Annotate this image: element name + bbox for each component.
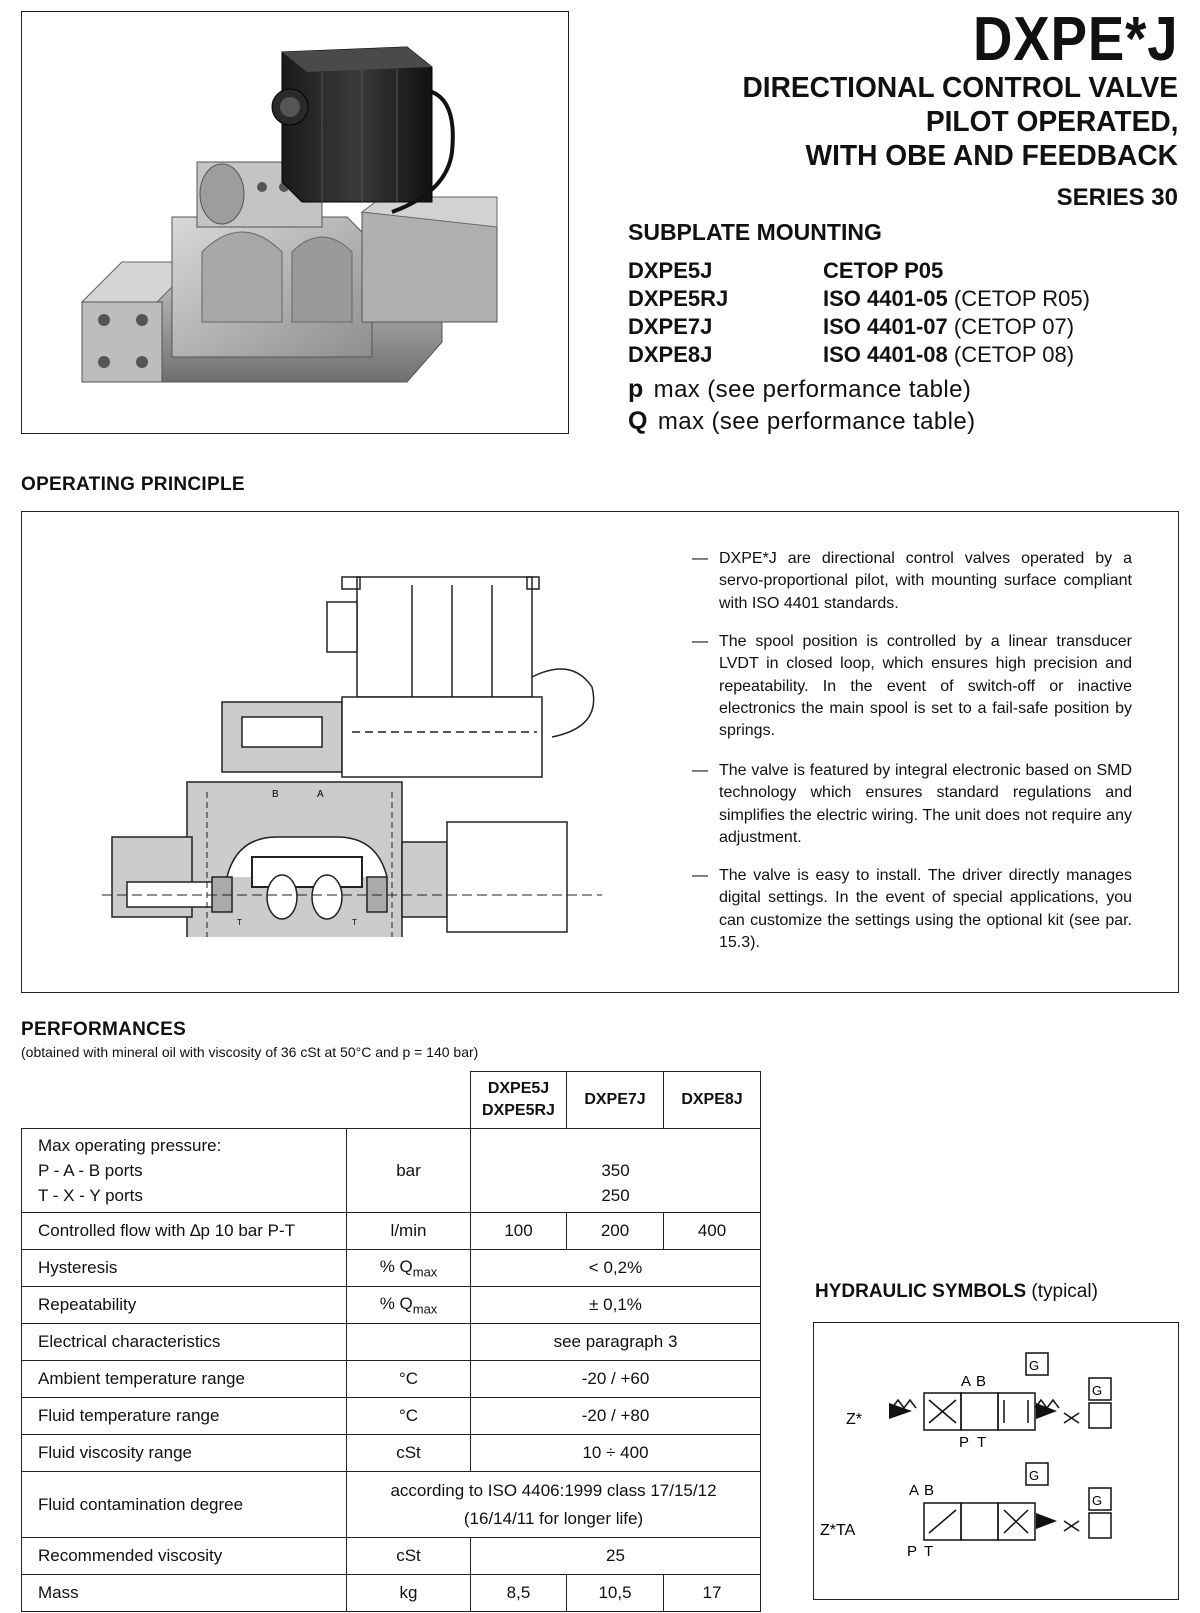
performance-table <box>21 1071 761 1612</box>
bullet-text: DXPE*J are directional control valves operated by a servo-proportional pilot, with mounting surface compliant with ISO 4401 standards. <box>719 550 1132 612</box>
flow-label: Controlled flow with <box>38 1221 191 1240</box>
mounting-row <box>628 258 943 284</box>
hydraulic-title-rest: (typical) <box>1026 1281 1098 1302</box>
row-label: Repeatability <box>22 1287 347 1324</box>
performances-note: (obtained with mineral oil with viscosity of 36 cSt at 50°C and p = 140 bar) <box>21 1044 479 1060</box>
valve-photo-image <box>22 12 568 433</box>
bullet-dash: — <box>692 550 708 567</box>
header-dxpe7j: DXPE7J <box>567 1072 664 1129</box>
row-value <box>347 1472 761 1538</box>
mounting-model: DXPE5J <box>628 258 713 283</box>
row-unit <box>347 1287 471 1324</box>
symbol-zta-port-p: P <box>907 1543 918 1560</box>
symbol-zta-port-a: A <box>909 1482 920 1499</box>
valve-photo <box>21 11 569 434</box>
row-value <box>471 1129 761 1213</box>
table-row <box>22 1435 761 1472</box>
pressure-unit: bar <box>396 1161 421 1180</box>
max-flow-text: max (see performance table) <box>657 408 976 435</box>
table-header-empty <box>22 1072 471 1129</box>
hydraulic-symbols-box <box>813 1322 1179 1600</box>
mounting-standard-extra: (CETOP R05) <box>947 286 1090 311</box>
principle-bullet <box>692 631 1132 742</box>
mounting-model: DXPE7J <box>628 314 713 339</box>
bullet-text: The spool position is controlled by a linear transducer LVDT in closed loop, which ensures high precision and repeatability. In the event of switch-off or inactive electronics the main spool is set to a fail-safe position by springs. <box>719 633 1132 740</box>
row-value: 400 <box>664 1213 761 1250</box>
series-label: SERIES 30 <box>1056 184 1178 211</box>
contamination-note: (16/14/11 for longer life) <box>463 1508 644 1528</box>
row-value: 25 <box>471 1538 761 1575</box>
row-value: 10,5 <box>567 1575 664 1612</box>
table-row <box>22 1538 761 1575</box>
symbol-z-g: G <box>1029 1358 1040 1373</box>
table-row <box>22 1287 761 1324</box>
mounting-standard: ISO 4401-08 <box>823 342 948 367</box>
row-value: see paragraph 3 <box>471 1324 761 1361</box>
flow-symbol: Q <box>628 407 648 435</box>
symbol-z-port-a: A <box>961 1373 972 1390</box>
mounting-row <box>628 286 1090 312</box>
symbol-z-label: Z* <box>846 1411 862 1428</box>
port-a-label: A <box>317 789 324 800</box>
port-t-label: T <box>352 918 357 927</box>
row-label: Mass <box>22 1575 347 1612</box>
principle-bullet <box>692 548 1132 615</box>
product-code: DXPE*J <box>972 5 1178 74</box>
symbol-z-port-b: B <box>976 1373 987 1390</box>
row-value: 100 <box>471 1213 567 1250</box>
header-dxpe5rj-text: DXPE5RJ <box>482 1102 555 1119</box>
mounting-standard: ISO 4401-05 <box>823 286 948 311</box>
row-label: Fluid temperature range <box>22 1398 347 1435</box>
mounting-standard-extra: (CETOP 07) <box>947 314 1075 339</box>
row-label: Fluid viscosity range <box>22 1435 347 1472</box>
header-dxpe8j: DXPE8J <box>664 1072 761 1129</box>
bullet-text: The valve is featured by integral electronic based on SMD technology which ensures standard regulations and simplifies the electric wiring. The unit does not require any adjustment. <box>719 762 1132 846</box>
row-unit: cSt <box>347 1435 471 1472</box>
unit-sub: max <box>412 1264 438 1280</box>
table-header-row <box>22 1072 761 1129</box>
unit-text: % Q <box>379 1256 413 1276</box>
principle-bullet <box>692 865 1132 954</box>
symbol-z-port-p: P <box>959 1434 970 1451</box>
row-value: 200 <box>567 1213 664 1250</box>
unit-sub: max <box>412 1301 438 1317</box>
pressure-label: Max operating pressure: <box>38 1136 222 1155</box>
table-row <box>22 1213 761 1250</box>
unit-text: % Q <box>379 1293 413 1313</box>
symbol-zta-port-b: B <box>924 1482 935 1499</box>
row-unit: °C <box>347 1361 471 1398</box>
row-label <box>22 1213 347 1250</box>
row-value: -20 / +60 <box>471 1361 761 1398</box>
mounting-standard: ISO 4401-07 <box>823 314 948 339</box>
hydraulic-symbols-diagram <box>814 1323 1177 1598</box>
symbol-zta-g: G <box>1092 1493 1103 1508</box>
mounting-model: DXPE5RJ <box>628 286 729 311</box>
row-value: 17 <box>664 1575 761 1612</box>
bullet-dash: — <box>692 762 708 779</box>
table-row <box>22 1575 761 1612</box>
pressure-symbol: p <box>628 375 644 403</box>
table-row <box>22 1324 761 1361</box>
row-label: Ambient temperature range <box>22 1361 347 1398</box>
hydraulic-title-bold: HYDRAULIC SYMBOLS <box>815 1281 1027 1302</box>
bullet-dash: — <box>692 633 708 650</box>
table-row <box>22 1129 761 1213</box>
symbol-zta-g: G <box>1029 1468 1040 1483</box>
row-value: 8,5 <box>471 1575 567 1612</box>
pressure-txy-value: 250 <box>601 1186 630 1205</box>
mounting-model: DXPE8J <box>628 342 713 367</box>
row-unit: °C <box>347 1398 471 1435</box>
pressure-pab-value: 350 <box>601 1161 630 1180</box>
table-row <box>22 1472 761 1538</box>
max-flow-line <box>628 407 975 436</box>
operating-principle-title: OPERATING PRINCIPLE <box>21 474 245 495</box>
product-subtitle-line-1: DIRECTIONAL CONTROL VALVE <box>742 72 1178 104</box>
product-subtitle-line-2: PILOT OPERATED, <box>925 106 1178 138</box>
mounting-row <box>628 342 1074 368</box>
table-row <box>22 1398 761 1435</box>
symbol-z-port-t: T <box>977 1434 987 1451</box>
bullet-dash: — <box>692 867 708 884</box>
row-unit <box>347 1250 471 1287</box>
table-row <box>22 1250 761 1287</box>
row-unit: kg <box>347 1575 471 1612</box>
row-value: < 0,2% <box>471 1250 761 1287</box>
contamination-value: according to ISO 4406:1999 class 17/15/12 <box>390 1480 717 1500</box>
product-subtitle-line-3: WITH OBE AND FEEDBACK <box>805 140 1178 172</box>
row-unit <box>347 1324 471 1361</box>
hydraulic-symbols-title <box>815 1281 1098 1303</box>
symbol-zta-port-t: T <box>924 1543 934 1560</box>
mounting-row <box>628 314 1074 340</box>
row-value: 10 ÷ 400 <box>471 1435 761 1472</box>
row-label: Recommended viscosity <box>22 1538 347 1575</box>
delta-symbol: ∆ <box>190 1221 201 1240</box>
table-row <box>22 1361 761 1398</box>
row-label: Fluid contamination degree <box>22 1472 347 1538</box>
row-value: -20 / +80 <box>471 1398 761 1435</box>
max-pressure-text: max (see performance table) <box>653 376 972 403</box>
row-unit: cSt <box>347 1538 471 1575</box>
flow-label-rest: p 10 bar P-T <box>200 1221 296 1240</box>
principle-bullet <box>692 760 1132 849</box>
port-b-label: B <box>272 789 279 800</box>
mounting-title: SUBPLATE MOUNTING <box>628 219 882 245</box>
row-label <box>22 1129 347 1213</box>
symbol-zta-label: Z*TA <box>820 1522 856 1539</box>
row-value: ± 0,1% <box>471 1287 761 1324</box>
max-pressure-line <box>628 375 971 404</box>
pressure-pab-label: P - A - B ports <box>38 1161 143 1180</box>
header-dxpe5j <box>471 1072 567 1129</box>
symbol-z-g: G <box>1092 1383 1103 1398</box>
mounting-standard: CETOP P05 <box>823 258 944 283</box>
performances-title: PERFORMANCES <box>21 1019 187 1040</box>
mounting-standard-extra: (CETOP 08) <box>947 342 1075 367</box>
row-label: Electrical characteristics <box>22 1324 347 1361</box>
header-dxpe5j-text: DXPE5J <box>487 1080 550 1097</box>
pressure-txy-label: T - X - Y ports <box>38 1186 143 1205</box>
row-label: Hysteresis <box>22 1250 347 1287</box>
row-unit: l/min <box>347 1213 471 1250</box>
row-unit <box>347 1129 471 1213</box>
valve-cross-section-diagram <box>102 557 622 937</box>
bullet-text: The valve is easy to install. The driver directly manages digital settings. In the event of special applications, you can customize the settings using the optional kit (see par. 15.3). <box>719 867 1132 951</box>
port-t-label: T <box>237 918 242 927</box>
